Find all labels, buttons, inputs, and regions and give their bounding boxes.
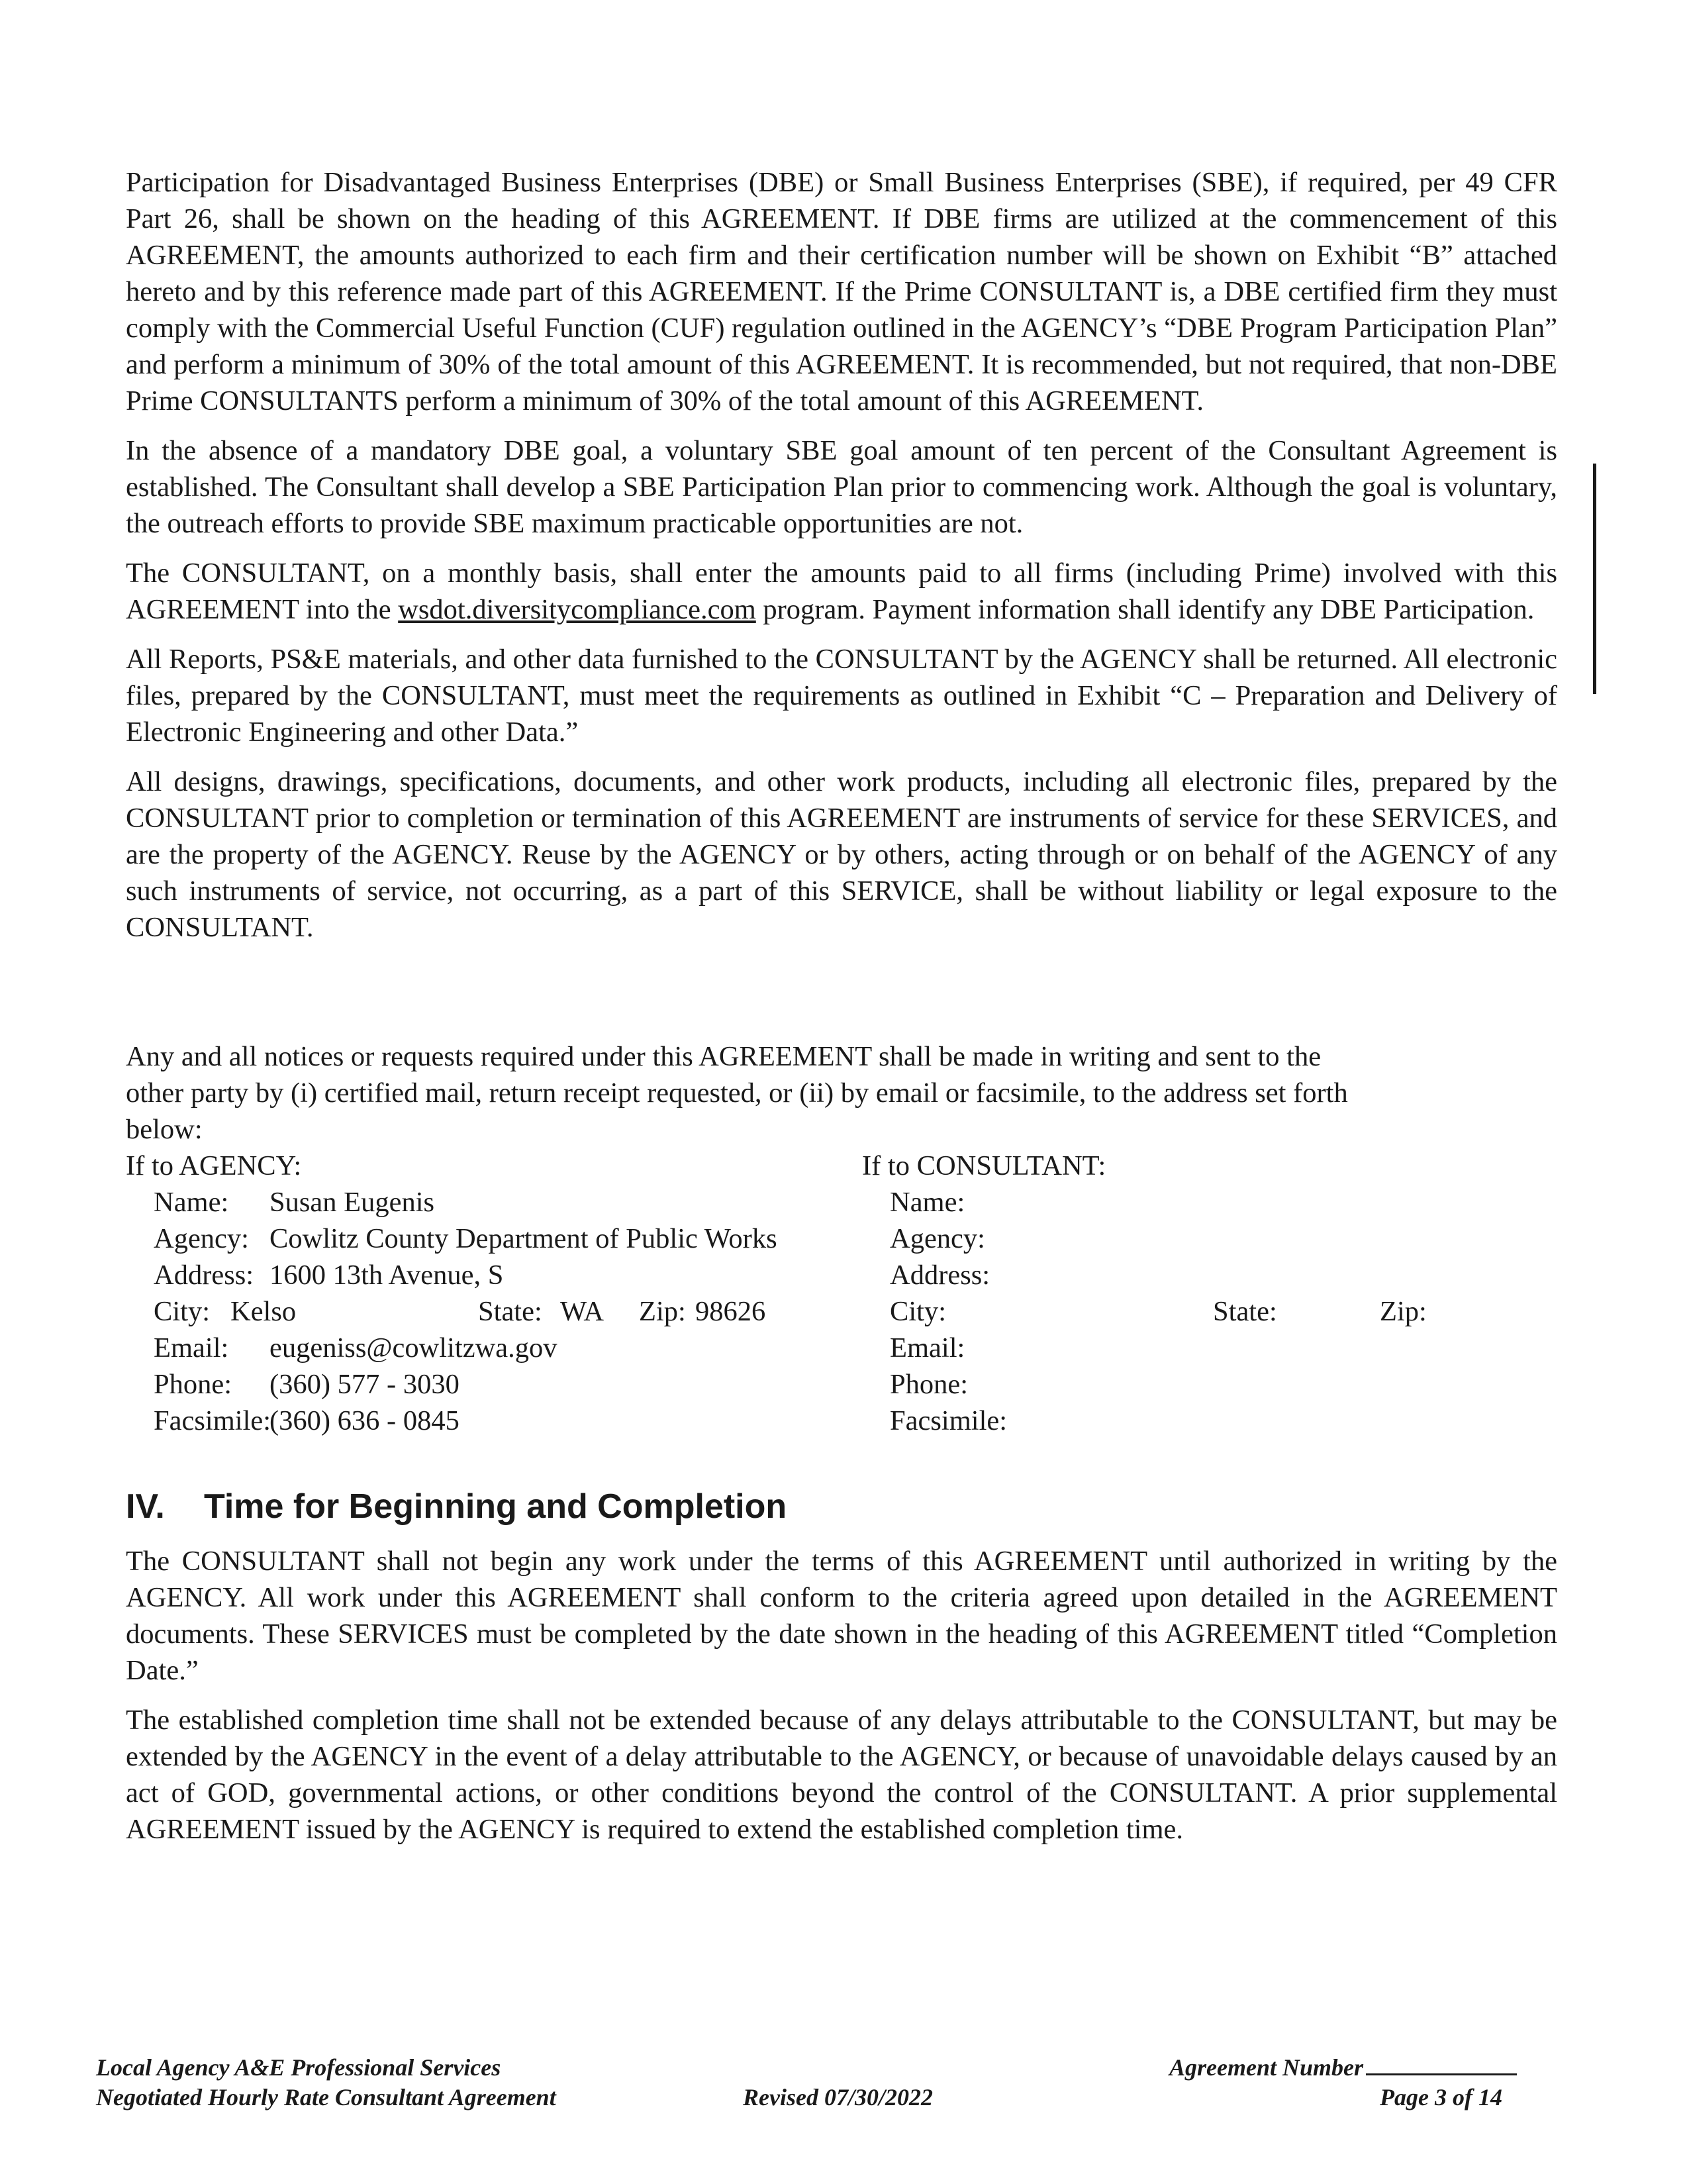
diversity-compliance-link[interactable]: wsdot.diversitycompliance.com — [398, 594, 756, 625]
agency-zip-label: Zip: — [639, 1296, 686, 1327]
agency-name-label: Name: — [154, 1187, 229, 1218]
agency-heading: If to AGENCY: — [126, 1150, 302, 1181]
consultant-heading: If to CONSULTANT: — [862, 1150, 1106, 1181]
agency-phone-label: Phone: — [154, 1369, 232, 1400]
monthly-text-before: The CONSULTANT, on a monthly basis, shall enter the amounts paid to all firms (including Prime) involved with this AGREEMENT into the — [126, 558, 1557, 625]
monthly-paragraph — [126, 555, 1557, 628]
agency-phone-value: (360) 577 - 3030 — [269, 1369, 459, 1400]
notices-paragraph — [126, 1038, 1557, 1148]
footer-page-number: Page 3 of 14 — [1380, 2084, 1502, 2110]
notices-line-3: below: — [126, 1114, 203, 1145]
agency-state-value: WA — [560, 1296, 604, 1327]
agreement-number-label: Agreement Number — [1169, 2054, 1363, 2081]
agency-name-value: Susan Eugenis — [269, 1187, 435, 1218]
monthly-text-after: program. Payment information shall identify any DBE Participation. — [763, 594, 1535, 625]
footer-revised-date: Revised 07/30/2022 — [743, 2084, 933, 2110]
section-body — [126, 1543, 1557, 1861]
agency-agency-value: Cowlitz County Department of Public Works — [269, 1223, 777, 1254]
consultant-phone-label: Phone: — [890, 1369, 969, 1400]
agency-agency-label: Agency: — [154, 1223, 249, 1254]
consultant-name-label: Name: — [890, 1187, 965, 1218]
designs-paragraph: All designs, drawings, specifications, documents, and other work products, including all electronic files, prepared by the CONSULTANT prior to completion or termination of this AGREEMENT are instruments of service for these SERVICES, and are the property of the AGENCY. Reuse by the AGENCY or by others, acting through or on behalf of the AGENCY of any such instruments of service, not occurring, as a part of this SERVICE, shall be without liability or legal exposure to the CONSULTANT. — [126, 766, 1557, 943]
consultant-email-label: Email: — [890, 1332, 965, 1364]
consultant-state-label: State: — [1213, 1296, 1277, 1327]
notices-line-1: Any and all notices or requests required under this AGREEMENT shall be made in writing and sent to the — [126, 1041, 1322, 1072]
body-paragraphs — [126, 164, 1557, 959]
agency-address-value: 1600 13th Avenue, S — [269, 1260, 504, 1291]
consultant-address-label: Address: — [890, 1260, 990, 1291]
footer-title-line-2: Negotiated Hourly Rate Consultant Agreement — [96, 2084, 556, 2110]
agency-address-label: Address: — [154, 1260, 254, 1291]
section-number: IV. — [126, 1487, 165, 1526]
revision-change-bar — [1593, 464, 1596, 694]
agency-city-value: Kelso — [230, 1296, 297, 1327]
section-paragraph-1: The CONSULTANT shall not begin any work under the terms of this AGREEMENT until authorized in writing by the AGENCY. All work under this AGREEMENT shall conform to the criteria agreed upon detailed in the AGREEMENT documents. These SERVICES must be completed by the date shown in the heading of this AGREEMENT titled “Completion Date.” — [126, 1546, 1557, 1686]
consultant-fax-label: Facsimile: — [890, 1405, 1008, 1436]
agency-fax-label: Facsimile: — [154, 1405, 271, 1436]
agency-email-label: Email: — [154, 1332, 229, 1364]
consultant-zip-label: Zip: — [1380, 1296, 1427, 1327]
notices-line-2: other party by (i) certified mail, return receipt requested, or (ii) by email or facsimile, to the address set forth — [126, 1077, 1348, 1109]
consultant-city-label: City: — [890, 1296, 947, 1327]
footer-right — [1169, 2053, 1517, 2112]
footer-agreement-number — [1169, 2053, 1517, 2083]
footer-title-line-1: Local Agency A&E Professional Services — [96, 2054, 501, 2081]
section-paragraph-2: The established completion time shall not be extended because of any delays attributable to the CONSULTANT, but may be extended by the AGENCY in the event of a delay attributable to the AGENCY, or because of unavoidable delays caused by an act of GOD, governmental actions, or other conditions beyond the control of the CONSULTANT. A prior supplemental AGREEMENT issued by the AGENCY is required to extend the established completion time. — [126, 1705, 1557, 1845]
agency-fax-value: (360) 636 - 0845 — [269, 1405, 459, 1436]
sbe-paragraph: In the absence of a mandatory DBE goal, a voluntary SBE goal amount of ten percent of the Consultant Agreement is established. The Consultant shall develop a SBE Participation Plan prior to commencing work. Although the goal is voluntary, the outreach efforts to provide SBE maximum practicable opportunities are not. — [126, 435, 1557, 539]
section-heading — [126, 1483, 787, 1530]
agency-city-label: City: — [154, 1296, 211, 1327]
agency-email-value: eugeniss@cowlitzwa.gov — [269, 1332, 557, 1364]
agency-state-label: State: — [478, 1296, 542, 1327]
dbe-paragraph: Participation for Disadvantaged Business Enterprises (DBE) or Small Business Enterprises (SBE), if required, per 49 CFR Part 26, shall be shown on the heading of this AGREEMENT. If DBE firms are utilized at the commencement of this AGREEMENT, the amounts authorized to each firm and their certification number will be shown on Exhibit “B” attached hereto and by this reference made part of this AGREEMENT. If the Prime CONSULTANT is, a DBE certified firm they must comply with the Commercial Useful Function (CUF) regulation outlined in the AGENCY’s “DBE Program Participation Plan” and perform a minimum of 30% of the total amount of this AGREEMENT. It is recommended, but not required, that non-DBE Prime CONSULTANTS perform a minimum of 30% of the total amount of this AGREEMENT. — [126, 167, 1557, 417]
agency-zip-value: 98626 — [695, 1296, 766, 1327]
reports-paragraph: All Reports, PS&E materials, and other data furnished to the CONSULTANT by the AGENCY shall be returned. All electronic files, prepared by the CONSULTANT, must meet the requirements as outlined in Exhibit “C – Preparation and Delivery of Electronic Engineering and other Data.” — [126, 644, 1557, 748]
consultant-agency-label: Agency: — [890, 1223, 985, 1254]
consultant-address-block — [862, 1148, 1557, 1439]
section-title: Time for Beginning and Completion — [204, 1487, 787, 1526]
footer-left — [96, 2053, 556, 2112]
agreement-number-blank — [1366, 2054, 1517, 2075]
agency-address-block — [126, 1148, 841, 1439]
footer-center — [743, 2083, 933, 2112]
